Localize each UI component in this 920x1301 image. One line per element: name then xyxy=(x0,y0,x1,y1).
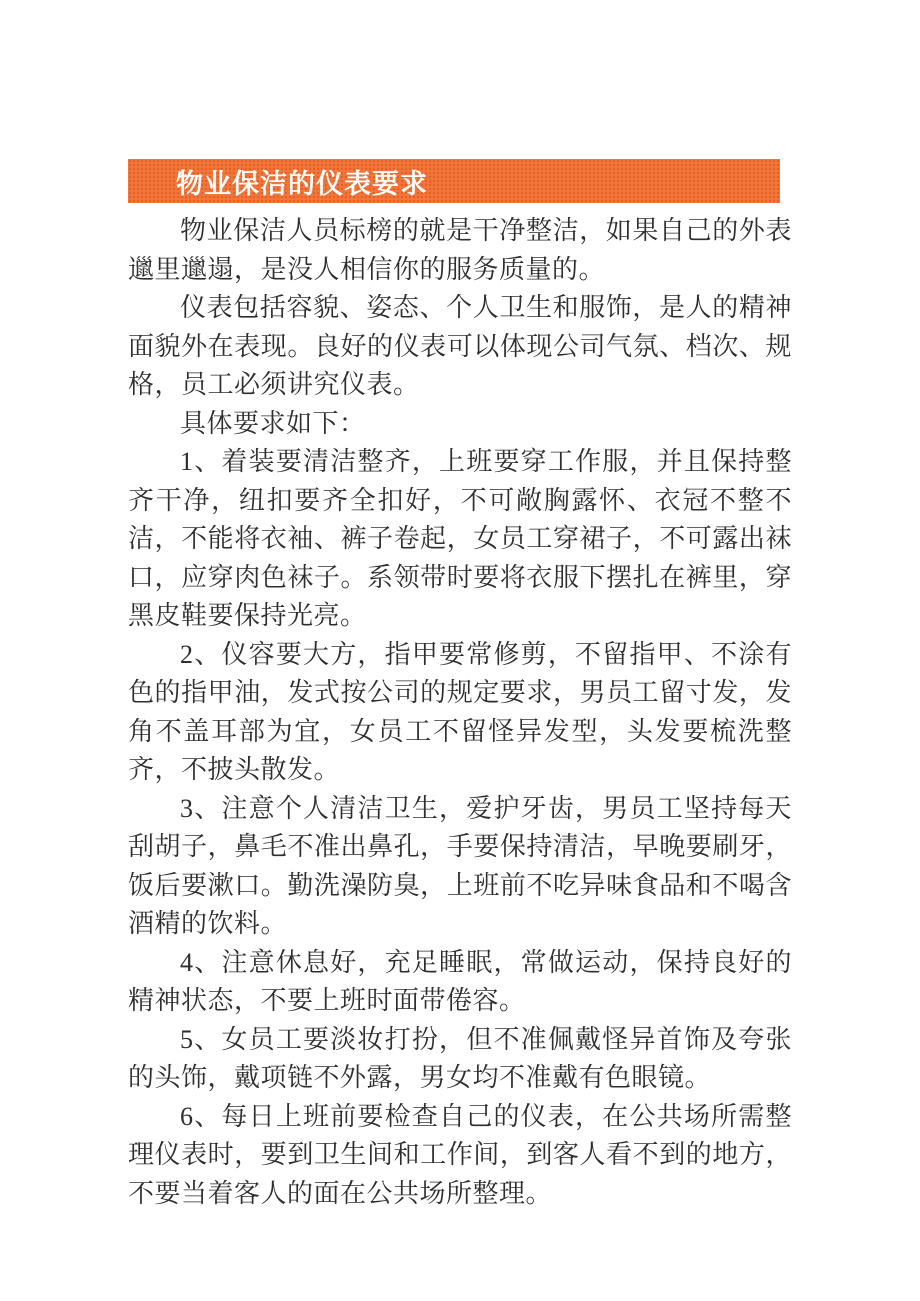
document-body xyxy=(128,212,792,1213)
paragraph: 具体要求如下： xyxy=(180,408,366,438)
paragraph: 1、着装要清洁整齐，上班要穿工作服，并且保持整齐干净，纽扣要齐全扣好，不可敞胸露怀、衣冠不整不洁，不能将衣袖、裤子卷起，女员工穿裙子，不可露出袜口，应穿肉色袜子。系领带时要将衣服下摆扎在裤里，穿黑皮鞋要保持光亮。 xyxy=(128,447,792,630)
paragraph: 物业保洁人员标榜的就是干净整洁，如果自己的外表邋里邋遢，是没人相信你的服务质量的。 xyxy=(128,216,792,284)
section-header-banner xyxy=(128,159,780,203)
paragraph: 6、每日上班前要检查自己的仪表，在公共场所需整理仪表时，要到卫生间和工作间，到客人看不到的地方，不要当着客人的面在公共场所整理。 xyxy=(128,1101,792,1208)
paragraph: 5、女员工要淡妆打扮，但不准佩戴怪异首饰及夸张的头饰，戴项链不外露，男女均不准戴有色眼镜。 xyxy=(128,1024,792,1092)
section-title: 物业保洁的仪表要求 xyxy=(176,168,428,199)
paragraph: 4、注意休息好，充足睡眠，常做运动，保持良好的精神状态，不要上班时面带倦容。 xyxy=(128,947,792,1015)
paragraph: 2、仪容要大方，指甲要常修剪，不留指甲、不涂有色的指甲油，发式按公司的规定要求，男员工留寸发，发角不盖耳部为宜，女员工不留怪异发型，头发要梳洗整齐，不披头散发。 xyxy=(128,639,792,784)
paragraph: 3、注意个人清洁卫生，爱护牙齿，男员工坚持每天刮胡子，鼻毛不准出鼻孔，手要保持清洁，早晚要刷牙，饭后要漱口。勤洗澡防臭，上班前不吃异味食品和不喝含酒精的饮料。 xyxy=(128,793,792,938)
paragraph: 仪表包括容貌、姿态、个人卫生和服饰，是人的精神面貌外在表现。良好的仪表可以体现公司气氛、档次、规格，员工必须讲究仪表。 xyxy=(128,293,792,399)
